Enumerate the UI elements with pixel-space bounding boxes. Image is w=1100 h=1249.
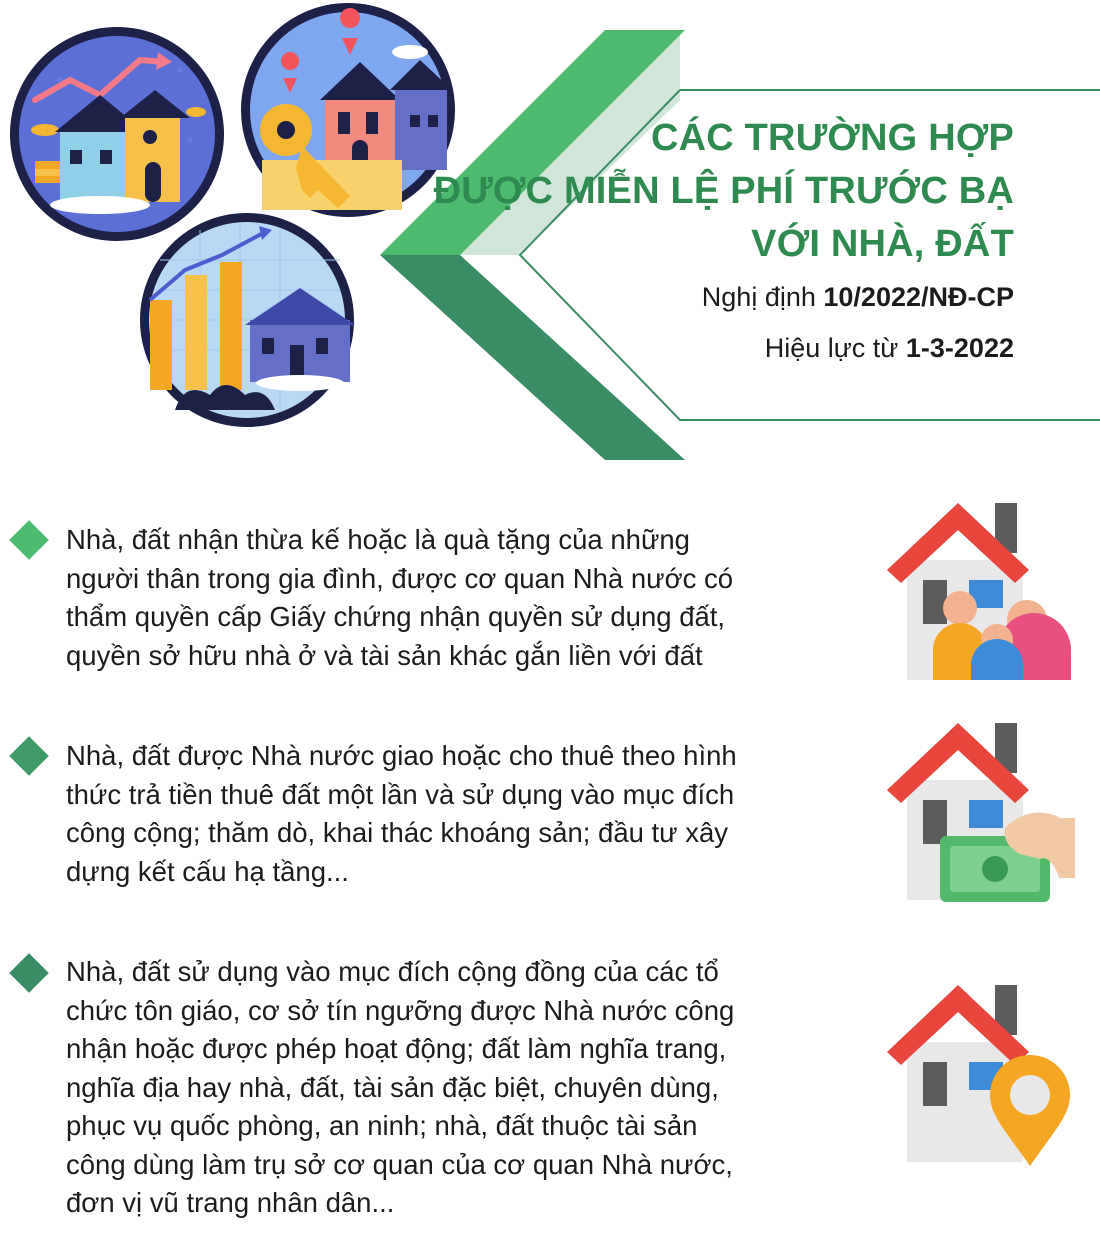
item-line: đơn vị vũ trang nhân dân... [66,1187,395,1218]
list-item [66,521,866,675]
item-line: chức tôn giáo, cơ sở tín ngưỡng được Nhà nước công [66,994,735,1026]
item-line: người thân trong gia đình, được cơ quan Nhà nước có [66,562,734,594]
house-growth-illustration [10,27,224,241]
decree-line [414,282,1014,313]
effective-label: Hiệu lực từ [764,333,899,363]
item-line: công cộng; thăm dò, khai thác khoáng sản; đầu tư xây [66,817,729,848]
item-line: nhận hoặc được phép hoạt động; đất làm nghĩa trang, [66,1033,727,1064]
title-line-1: CÁC TRƯỜNG HỢP [650,117,1014,159]
item-line: Nhà, đất sử dụng vào mục đích cộng đồng của các tổ [66,956,719,987]
effective-line [414,333,1014,364]
title-line-2: ĐƯỢC MIỄN LỆ PHÍ TRƯỚC BẠ [433,170,1014,212]
bullet-diamond-icon [9,953,49,993]
item-line: Nhà, đất được Nhà nước giao hoặc cho thuê theo hình [66,740,737,771]
item-line: phục vụ quốc phòng, an ninh; nhà, đất thuộc tài sản [66,1110,698,1141]
item-line: Nhà, đất nhận thừa kế hoặc là quà tặng của những [66,524,690,555]
house-money-icon [885,718,1075,908]
decree-label: Nghị định [701,282,816,312]
list-item [66,953,866,1223]
item-line: nghĩa địa hay nhà, đất, tài sản đặc biệt, chuyên dùng, [66,1071,719,1103]
page-title [414,112,1014,271]
item-line: dựng kết cấu hạ tầng... [66,855,349,887]
item-line: quyền sở hữu nhà ở và tài sản khác gắn liền với đất [66,639,703,671]
title-line-3: VỚI NHÀ, ĐẤT [751,223,1014,265]
bullet-diamond-icon [9,520,49,560]
item-line: thẩm quyền cấp Giấy chứng nhận quyền sử dụng đất, [66,601,726,632]
item-line: thức trả tiền thuê đất một lần và sử dụng vào mục đích [66,778,735,810]
house-location-icon [885,980,1075,1170]
item-line: công dùng làm trụ sở cơ quan của cơ quan Nhà nước, [66,1148,733,1180]
house-chart-illustration [140,213,355,427]
decree-number: 10/2022/NĐ-CP [823,282,1014,312]
effective-date: 1-3-2022 [905,333,1014,363]
bullet-diamond-icon [9,736,49,776]
list-item [66,737,866,891]
house-family-icon [885,498,1075,688]
